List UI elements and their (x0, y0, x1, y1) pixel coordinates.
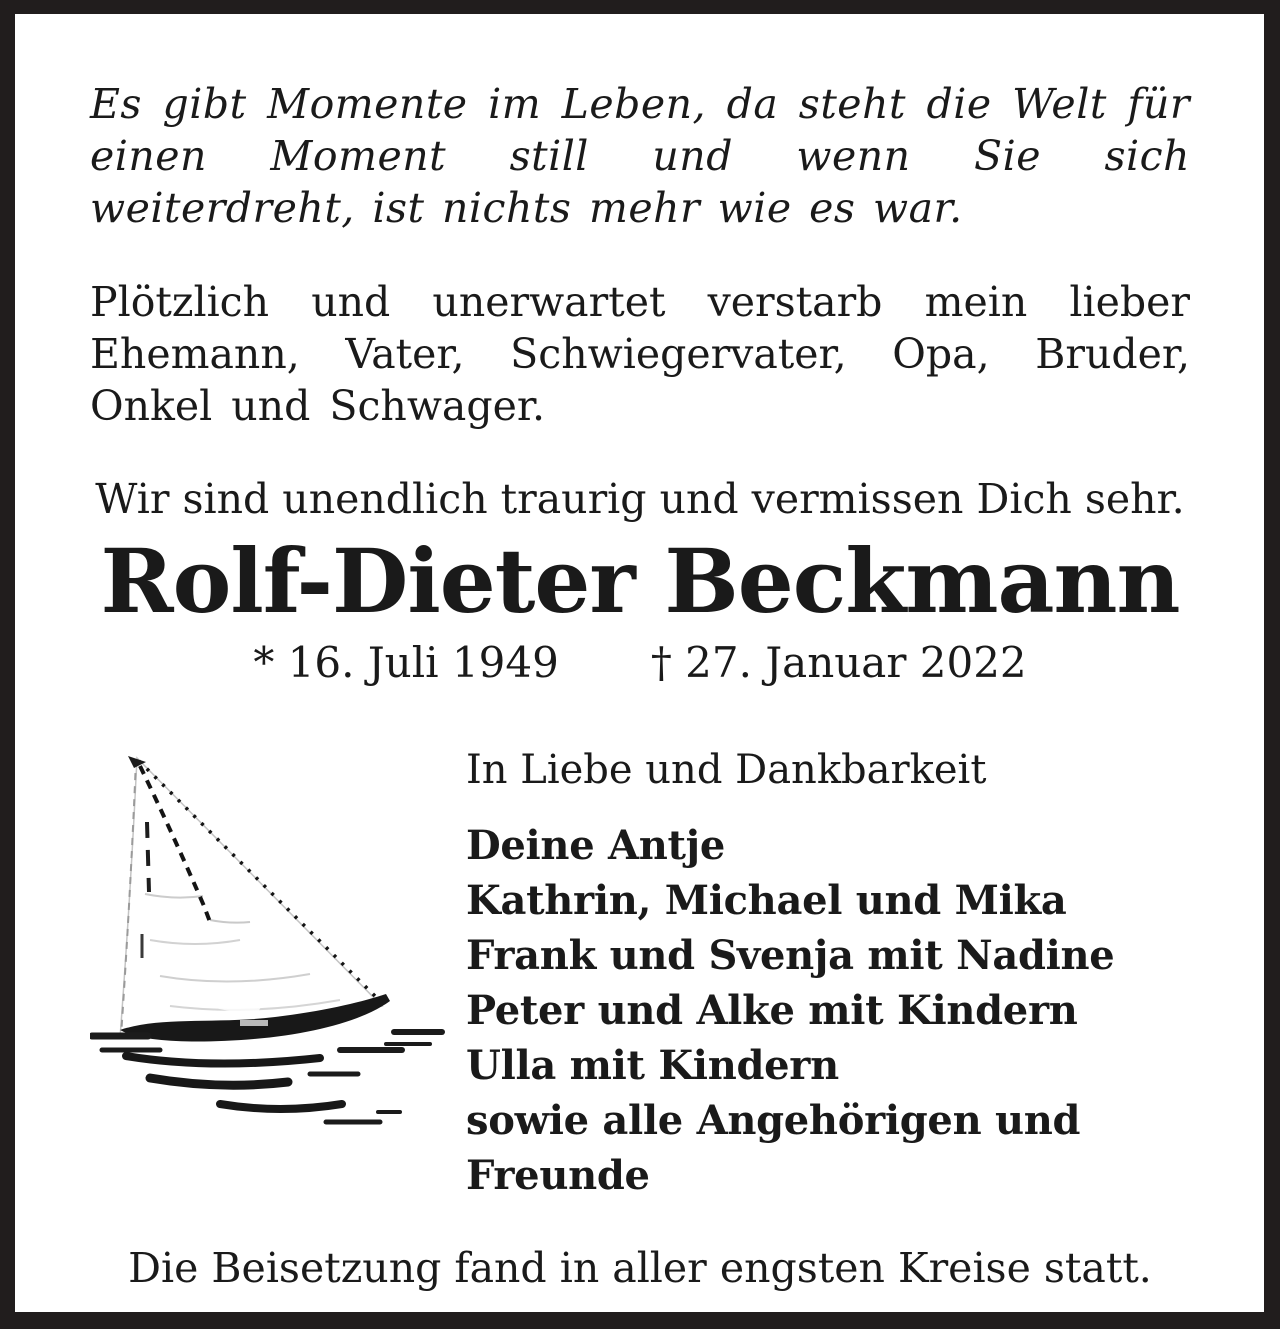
mourning-line: Wir sind unendlich traurig und vermissen Dich sehr. (95, 475, 1185, 523)
announcement-text: Plötzlich und unerwartet verstarb mein lieber Ehemann, Vater, Schwiegervater, Opa, Bruder, Onkel und Schwager. (90, 278, 1190, 430)
sailboat-illustration (90, 744, 446, 1132)
funeral-note: Die Beisetzung fand in aller engsten Kreise statt. (128, 1244, 1152, 1292)
sailboat-icon (90, 744, 446, 1132)
birth-date: * 16. Juli 1949 (253, 638, 559, 687)
opening-quote: Es gibt Momente im Leben, da steht die Welt für einen Moment still und wenn Sie sich weiterdreht, ist nichts mehr wie es war. (90, 80, 1190, 232)
mourner-line: Ulla mit Kindern (466, 1042, 839, 1089)
mourner-line: Peter und Alke mit Kindern (466, 987, 1078, 1034)
mourner-line: Frank und Svenja mit Nadine (466, 932, 1115, 979)
life-dates (90, 638, 1190, 688)
mourner-line: Kathrin, Michael und Mika (466, 877, 1067, 924)
death-date: † 27. Januar 2022 (650, 638, 1027, 687)
deceased-name: Rolf-Dieter Beckmann (100, 529, 1180, 633)
mourners-list (466, 818, 1190, 1203)
mourners-column (466, 744, 1190, 1203)
closing-section (90, 744, 1190, 1203)
mourner-line: sowie alle Angehörigen und Freunde (466, 1097, 1081, 1199)
mourner-line: Deine Antje (466, 822, 726, 869)
obituary-card (15, 14, 1264, 1312)
closing-line: In Liebe und Dankbarkeit (466, 747, 987, 793)
